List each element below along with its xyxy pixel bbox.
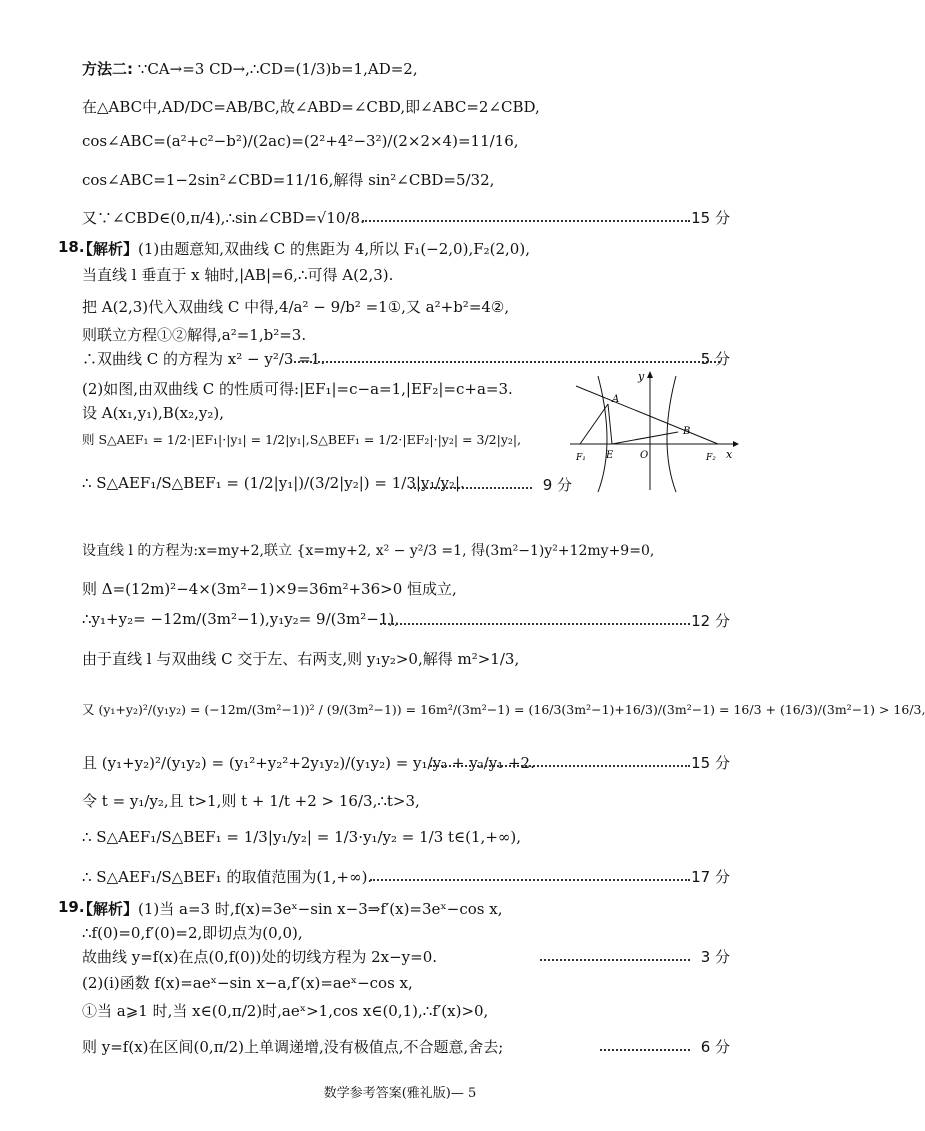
q18-line2: 当直线 l 垂直于 x 轴时,|AB|=6,∴可得 A(2,3). — [82, 266, 394, 284]
q18-line17: ∴ S△AEF₁/S△BEF₁ = 1/3|y₁/y₂| = 1/3·y₁/y₂ = 1/3 t∈(1,+∞), — [82, 828, 521, 846]
q18-line18: ∴ S△AEF₁/S△BEF₁ 的取值范围为(1,+∞). — [82, 868, 373, 886]
leader-dots — [290, 361, 720, 363]
leader-dots — [370, 879, 690, 881]
leader-dots — [380, 623, 690, 625]
q19-line1 — [78, 898, 502, 919]
method2-line1 — [82, 58, 418, 79]
q18-line9: ∴ S△AEF₁/S△BEF₁ = (1/2|y₁|)/(3/2|y₂|) = 1/3|y₁/y₂|. — [82, 474, 465, 492]
score-15-m2: 15 分 — [691, 209, 730, 227]
q18-line12: ∴y₁+y₂= −12m/(3m²−1),y₁y₂= 9/(3m²−1), — [82, 610, 399, 628]
score-3: 3 分 — [700, 948, 730, 966]
method2-line4: cos∠ABC=1−2sin²∠CBD=11/16,解得 sin²∠CBD=5/32, — [82, 171, 495, 189]
label-F2: F₂ — [706, 453, 716, 463]
label-y: y — [638, 370, 645, 383]
q18-line6: (2)如图,由双曲线 C 的性质可得:|EF₁|=c−a=1,|EF₂|=c+a=3. — [82, 380, 513, 398]
q18-line8: 则 S△AEF₁ = 1/2·|EF₁|·|y₁| = 1/2|y₁|,S△BEF₁ = 1/2·|EF₂|·|y₂| = 3/2|y₂|, — [82, 432, 522, 447]
score-12: 12 分 — [691, 612, 730, 630]
score-5: 5 分 — [700, 350, 730, 368]
label-x: x — [726, 448, 733, 461]
q19-line4: (2)(ⅰ)函数 f(x)=aeˣ−sin x−a,f′(x)=aeˣ−cos x, — [82, 974, 413, 992]
q18-line11: 则 Δ=(12m)²−4×(3m²−1)×9=36m²+36>0 恒成立, — [82, 580, 457, 598]
page-footer: 数学参考答案(雅礼版)— 5 — [323, 1086, 477, 1101]
leader-dots — [540, 959, 690, 961]
segment-AE — [608, 404, 612, 444]
q18-line7: 设 A(x₁,y₁),B(x₂,y₂), — [82, 404, 225, 422]
method2-line5: 又∵∠CBD∈(0,π/4),∴sin∠CBD=√10/8. — [82, 209, 365, 227]
hyperbola-figure — [568, 368, 740, 496]
q19-tag: 【解析】 — [78, 900, 139, 918]
q18-line15: 且 (y₁+y₂)²/(y₁y₂) = (y₁²+y₂²+2y₁y₂)/(y₁y₂) = y₁/y₂ + y₂/y₁ +2. — [82, 754, 535, 772]
method2-text1: ∵CA→=3 CD→,∴CD=(1/3)b=1,AD=2, — [137, 60, 418, 78]
hyperbola-left-branch — [598, 376, 607, 492]
line-l — [576, 386, 718, 444]
q19-line2: ∴f(0)=0,f′(0)=2,即切点为(0,0), — [82, 924, 303, 942]
q18-tag: 【解析】 — [78, 240, 139, 258]
q18-line3: 把 A(2,3)代入双曲线 C 中得,4/a² − 9/b² =1①,又 a²+b²=4②, — [82, 298, 510, 316]
q19-number: 19. — [58, 898, 85, 916]
q18-line13: 由于直线 l 与双曲线 C 交于左、右两支,则 y₁y₂>0,解得 m²>1/3, — [82, 650, 520, 668]
y-axis-arrow-icon — [647, 371, 653, 378]
q19-line5: ①当 a⩾1 时,当 x∈(0,π/2)时,aeˣ>1,cos x∈(0,1),∴f′(x)>0, — [82, 1002, 489, 1020]
q19-line3: 故曲线 y=f(x)在点(0,f(0))处的切线方程为 2x−y=0. — [82, 948, 438, 966]
x-axis-arrow-icon — [733, 441, 739, 447]
label-F1: F₁ — [576, 453, 586, 463]
q18-line14: 又 (y₁+y₂)²/(y₁y₂) = (−12m/(3m²−1))² / (9/(3m²−1)) = 16m²/(3m²−1) = (16/3(3m²−1)+16/3)/(3m²−1) = 16/3 + (16/3)/(3m²−1) > 16/3, — [82, 702, 925, 717]
leader-dots — [362, 220, 690, 222]
q19-text1: (1)当 a=3 时,f(x)=3eˣ−sin x−3⇒f′(x)=3eˣ−cos x, — [138, 900, 503, 918]
segment-BE — [612, 432, 678, 444]
q18-line5: ∴双曲线 C 的方程为 x² − y²/3 =1. — [82, 350, 326, 368]
q18-line4: 则联立方程①②解得,a²=1,b²=3. — [82, 326, 307, 344]
label-E: E — [606, 450, 614, 461]
label-B: B — [683, 426, 691, 437]
leader-dots — [430, 765, 690, 767]
segment-AF1 — [580, 404, 608, 444]
label-A: A — [612, 394, 620, 405]
q18-number: 18. — [58, 238, 85, 256]
method2-label: 方法二: — [82, 60, 133, 78]
method2-line2: 在△ABC中,AD/DC=AB/BC,故∠ABD=∠CBD,即∠ABC=2∠CBD, — [82, 98, 540, 116]
method2-line3: cos∠ABC=(a²+c²−b²)/(2ac)=(2²+4²−3²)/(2×2×4)=11/16, — [82, 132, 519, 150]
score-15: 15 分 — [691, 754, 730, 772]
q18-line10: 设直线 l 的方程为:x=my+2,联立 {x=my+2, x² − y²/3 =1, 得(3m²−1)y²+12my+9=0, — [82, 543, 655, 559]
score-9: 9 分 — [542, 476, 572, 494]
label-O: O — [640, 450, 649, 461]
q18-text1: (1)由题意知,双曲线 C 的焦距为 4,所以 F₁(−2,0),F₂(2,0), — [138, 240, 530, 258]
score-6: 6 分 — [700, 1038, 730, 1056]
q18-line1 — [78, 238, 530, 259]
q18-line16: 令 t = y₁/y₂,且 t>1,则 t + 1/t +2 > 16/3,∴t>3, — [82, 792, 420, 810]
leader-dots — [600, 1049, 690, 1051]
leader-dots — [410, 487, 532, 489]
score-17: 17 分 — [691, 868, 730, 886]
q19-line6: 则 y=f(x)在区间(0,π/2)上单调递增,没有极值点,不合题意,舍去; — [82, 1038, 504, 1056]
